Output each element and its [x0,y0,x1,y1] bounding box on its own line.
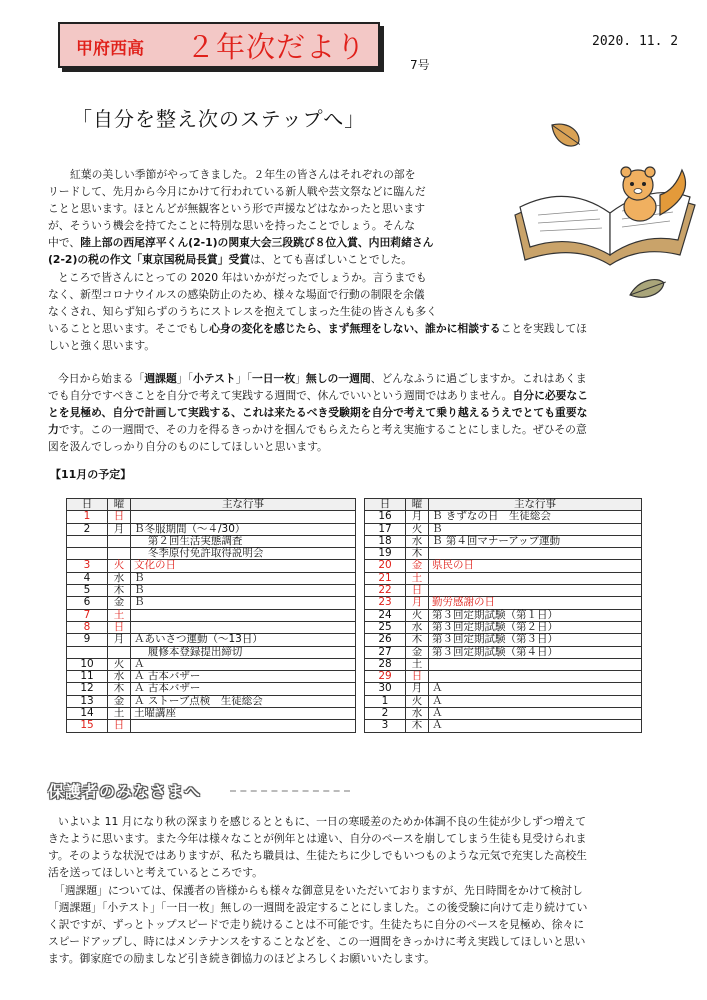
parents-paragraph-2 [48,883,663,968]
dow-cell: 土 [108,708,131,720]
paragraph-2020 [48,270,663,355]
day-cell: 16 [365,511,406,523]
intro-paragraph [48,167,488,268]
dow-cell: 月 [406,511,429,523]
text-line: (2-2)の税の作文「東京国税局長賞」受賞は、とても喜ばしいことでした。 [48,252,413,266]
day-cell: 7 [67,609,108,621]
dow-cell: 土 [406,572,429,584]
event-cell: Ｂ [131,585,356,597]
schedule-row [67,597,356,609]
event-cell: Ｂ 第４回マナーアップ運動 [429,535,642,547]
dow-cell: 金 [108,695,131,707]
dow-cell [108,646,131,658]
dow-cell: 日 [108,621,131,633]
day-cell: 24 [365,609,406,621]
event-cell: 第３回定期試験（第３日） [429,634,642,646]
schedule-row [365,572,642,584]
event-cell [429,658,642,670]
day-cell: 12 [67,683,108,695]
parents-paragraph-1 [48,814,663,882]
event-cell: Ｂ冬服期間（～４/30） [131,523,356,535]
text-line: きたように思います。また今年は様々なことが例年とは違い、自分のペースを崩してしまう生徒も見受けられま [48,831,587,845]
event-cell: Ａ [429,683,642,695]
dow-cell: 土 [406,658,429,670]
day-cell [67,548,108,560]
day-cell: 3 [365,720,406,732]
event-cell: Ａ ストーブ点検 生徒総会 [131,695,356,707]
dow-cell: 日 [406,585,429,597]
dow-cell: 木 [406,634,429,646]
schedule-row [67,720,356,732]
col-day: 日 [365,499,406,511]
text-line: ます。御家庭での励ましなど引き続き御協力のほどよろしくお願いいたします。 [48,951,435,965]
dow-cell: 水 [406,535,429,547]
text-line: ところで皆さんにとっての 2020 年はいかがだったでしょうか。言うまでも [58,271,427,284]
schedule-row [365,646,642,658]
event-cell: Ａ 古本バザー [131,683,356,695]
day-cell: 28 [365,658,406,670]
schedule-row [67,671,356,683]
schedule-row [67,646,356,658]
schedule-row [365,695,642,707]
dow-cell: 火 [406,695,429,707]
event-cell: 県民の日 [429,560,642,572]
day-cell: 4 [67,572,108,584]
schedule-row [365,597,642,609]
text-line: でも自分ですべきことを自分で考えて実践する週間で、休んでいいという週間ではありません。自分に必要なこ [48,388,589,402]
schedule-row [67,548,356,560]
day-cell: 5 [67,585,108,597]
dow-cell [108,535,131,547]
day-cell: 9 [67,634,108,646]
dow-cell: 日 [108,720,131,732]
event-cell: Ａ [131,658,356,670]
schedule-label: 【11月の予定】 [50,468,132,481]
event-cell: Ａ [429,720,642,732]
schedule-table-left [66,498,356,733]
day-cell: 27 [365,646,406,658]
schedule-row [67,683,356,695]
day-cell: 1 [67,511,108,523]
schedule-row [365,535,642,547]
text-line: ことと思います。ほとんどが無観客という形で声援などはなかったと思います [48,201,426,215]
text-line: 紅葉の美しい季節がやってきました。２年生の皆さんはそれぞれの部を [70,168,416,181]
event-cell: 第２回生活実態調査 [131,535,356,547]
dow-cell: 木 [108,585,131,597]
day-cell: 30 [365,683,406,695]
text-line: 「週課題」については、保護者の皆様からも様々な御意見をいただいておりますが、先日時間をかけて検討し [54,884,583,897]
day-cell: 18 [365,535,406,547]
text-line: スピードアップし、時にはメンテナンスをすることなどを、この一週間をきっかけに考え実践してほしいと思い [48,934,586,948]
schedule-row [67,535,356,547]
schedule-table-right [364,498,642,733]
day-cell: 2 [67,523,108,535]
schedule-row [365,585,642,597]
schedule-row [67,585,356,597]
text-line: 「週課題」「小テスト」「一日一枚」無しの一週間を設定することにしました。この後受験に向けて走り続けてい [48,900,588,914]
schedule-row [67,621,356,633]
text-line: しいと強く思います。 [48,338,156,352]
leaf-icon [547,118,585,152]
schedule-row [67,634,356,646]
dow-cell: 水 [108,671,131,683]
day-cell: 13 [67,695,108,707]
dow-cell: 月 [108,634,131,646]
text-line: す。そのような状況ではありますが、私たち職員は、生徒たちに少しでもいつものような元気で充実した高校生 [48,848,587,862]
schedule-row [365,511,642,523]
col-event: 主な行事 [131,499,356,511]
schedule-row [67,708,356,720]
day-cell: 20 [365,560,406,572]
event-cell: 履修本登録提出締切 [131,646,356,658]
paragraph-week [48,371,663,456]
event-cell [131,720,356,732]
dow-cell: 火 [108,560,131,572]
dow-cell: 水 [108,572,131,584]
event-cell: 第３回定期試験（第１日） [429,609,642,621]
schedule-row [67,523,356,535]
event-cell: Ｂ [131,597,356,609]
event-cell: Ａ 古本バザー [131,671,356,683]
day-cell: 19 [365,548,406,560]
schedule-row [365,671,642,683]
parents-heading: 保護者のみなさまへ [48,782,202,801]
dow-cell: 月 [406,597,429,609]
event-cell [131,621,356,633]
event-cell: Ａ [429,708,642,720]
schedule-row [67,572,356,584]
event-cell [131,511,356,523]
dow-cell: 水 [406,708,429,720]
issue-date: 2020. 11. 2 [592,34,679,49]
schedule-row [365,658,642,670]
schedule-row [67,695,356,707]
text-line: いよいよ 11 月になり秋の深まりを感じるとともに、一日の寒暖差のためか体調不良の生徒が少しずつ増えて [58,815,587,828]
schedule-row [365,609,642,621]
text-line: 活を送ってほしいと考えているところです。 [48,865,263,879]
dow-cell: 月 [108,523,131,535]
dow-cell: 木 [406,548,429,560]
text-line: なく、新型コロナウイルスの感染防止のため、様々な場面で行動の制限を余儀 [48,287,425,301]
event-cell: 第３回定期試験（第２日） [429,621,642,633]
day-cell: 11 [67,671,108,683]
school-name: 甲府西高 [76,39,144,59]
event-cell [131,609,356,621]
event-cell [429,572,642,584]
day-cell: 21 [365,572,406,584]
text-line: なくされ、知らず知らずのうちにストレスを抱えてしまった生徒の皆さんも多く [48,304,438,318]
text-line: 今日から始まる「週課題」「小テスト」「一日一枚」無しの一週間、どんなふうに過ごしますか。これはあくま [58,372,587,385]
schedule-row [67,511,356,523]
dow-cell: 日 [108,511,131,523]
text-line: とを見極め、自分で計画して実践する、これは来たるべき受験期を自分で考えて乗り越えるうえでとても重要な [48,405,588,419]
dow-cell: 日 [406,671,429,683]
dow-cell: 木 [406,720,429,732]
schedule-row [365,523,642,535]
schedule-row [67,658,356,670]
schedule-row [365,548,642,560]
event-cell: Ｂ きずなの日 生徒総会 [429,511,642,523]
col-dow: 曜 [108,499,131,511]
day-cell: 23 [365,597,406,609]
day-cell: 29 [365,671,406,683]
event-cell: 勤労感謝の日 [429,597,642,609]
col-event: 主な行事 [429,499,642,511]
event-cell: Ｂ [131,572,356,584]
event-cell: Ａあいさつ運動（～13日） [131,634,356,646]
day-cell: 3 [67,560,108,572]
day-cell: 10 [67,658,108,670]
day-cell: 8 [67,621,108,633]
dow-cell: 金 [108,597,131,609]
dow-cell: 月 [406,683,429,695]
day-cell: 22 [365,585,406,597]
dow-cell: 金 [406,646,429,658]
day-cell [67,646,108,658]
text-line: リードして、先月から今月にかけて行われている新人戦や芸文祭などに臨んだ [48,184,426,198]
dow-cell: 金 [406,560,429,572]
dow-cell: 木 [108,683,131,695]
col-day: 日 [67,499,108,511]
dow-cell: 火 [108,658,131,670]
schedule-row [67,609,356,621]
day-cell: 15 [67,720,108,732]
event-cell: 冬季原付免許取得説明会 [131,548,356,560]
page-headline: 「自分を整え次のステップへ」 [72,107,366,131]
day-cell: 17 [365,523,406,535]
day-cell: 6 [67,597,108,609]
schedule-row [365,560,642,572]
dow-cell: 水 [406,621,429,633]
schedule-row [365,720,642,732]
day-cell: 14 [67,708,108,720]
schedule-row [365,683,642,695]
event-cell: Ｂ [429,523,642,535]
day-cell: 2 [365,708,406,720]
text-line: 図を汲んでしっかり自分のものにしてほしいと思います。 [48,439,328,453]
text-line: が、そういう機会を持てたことに特別な思いを持ったことでしょう。そんな [48,218,416,232]
text-line: 力です。この一週間で、その力を得るきっかけを掴んでもらえたらと考え実施することにしました。ぜひその意 [48,422,587,436]
text-line: く訳ですが、ずっとトップスピードで走り続けることは不可能です。生徒たちに自分のペースを見極め、徐々に [48,917,585,931]
schedule-row [365,621,642,633]
schedule-row [365,634,642,646]
event-cell [429,671,642,683]
schedule-row [365,708,642,720]
event-cell: 文化の日 [131,560,356,572]
event-cell: 土曜講座 [131,708,356,720]
newsletter-title: ２年次だより [186,30,367,64]
col-dow: 曜 [406,499,429,511]
text-line: 中で、陸上部の西尾淳平くん(2-1)の関東大会三段跳び８位入賞、内田莉緒さん [48,235,434,249]
event-cell: Ａ [429,695,642,707]
event-cell [429,548,642,560]
dow-cell: 火 [406,523,429,535]
text-line: いることと思います。そこでもし心身の変化を感じたら、まず無理をしない、誰かに相談することを実践してほ [48,321,587,335]
dow-cell: 土 [108,609,131,621]
event-cell: 第３回定期試験（第４日） [429,646,642,658]
dow-cell: 火 [406,609,429,621]
day-cell: 26 [365,634,406,646]
heading-divider [230,790,350,792]
day-cell [67,535,108,547]
schedule-row [67,560,356,572]
day-cell: 1 [365,695,406,707]
day-cell: 25 [365,621,406,633]
issue-number: 7号 [410,58,430,72]
